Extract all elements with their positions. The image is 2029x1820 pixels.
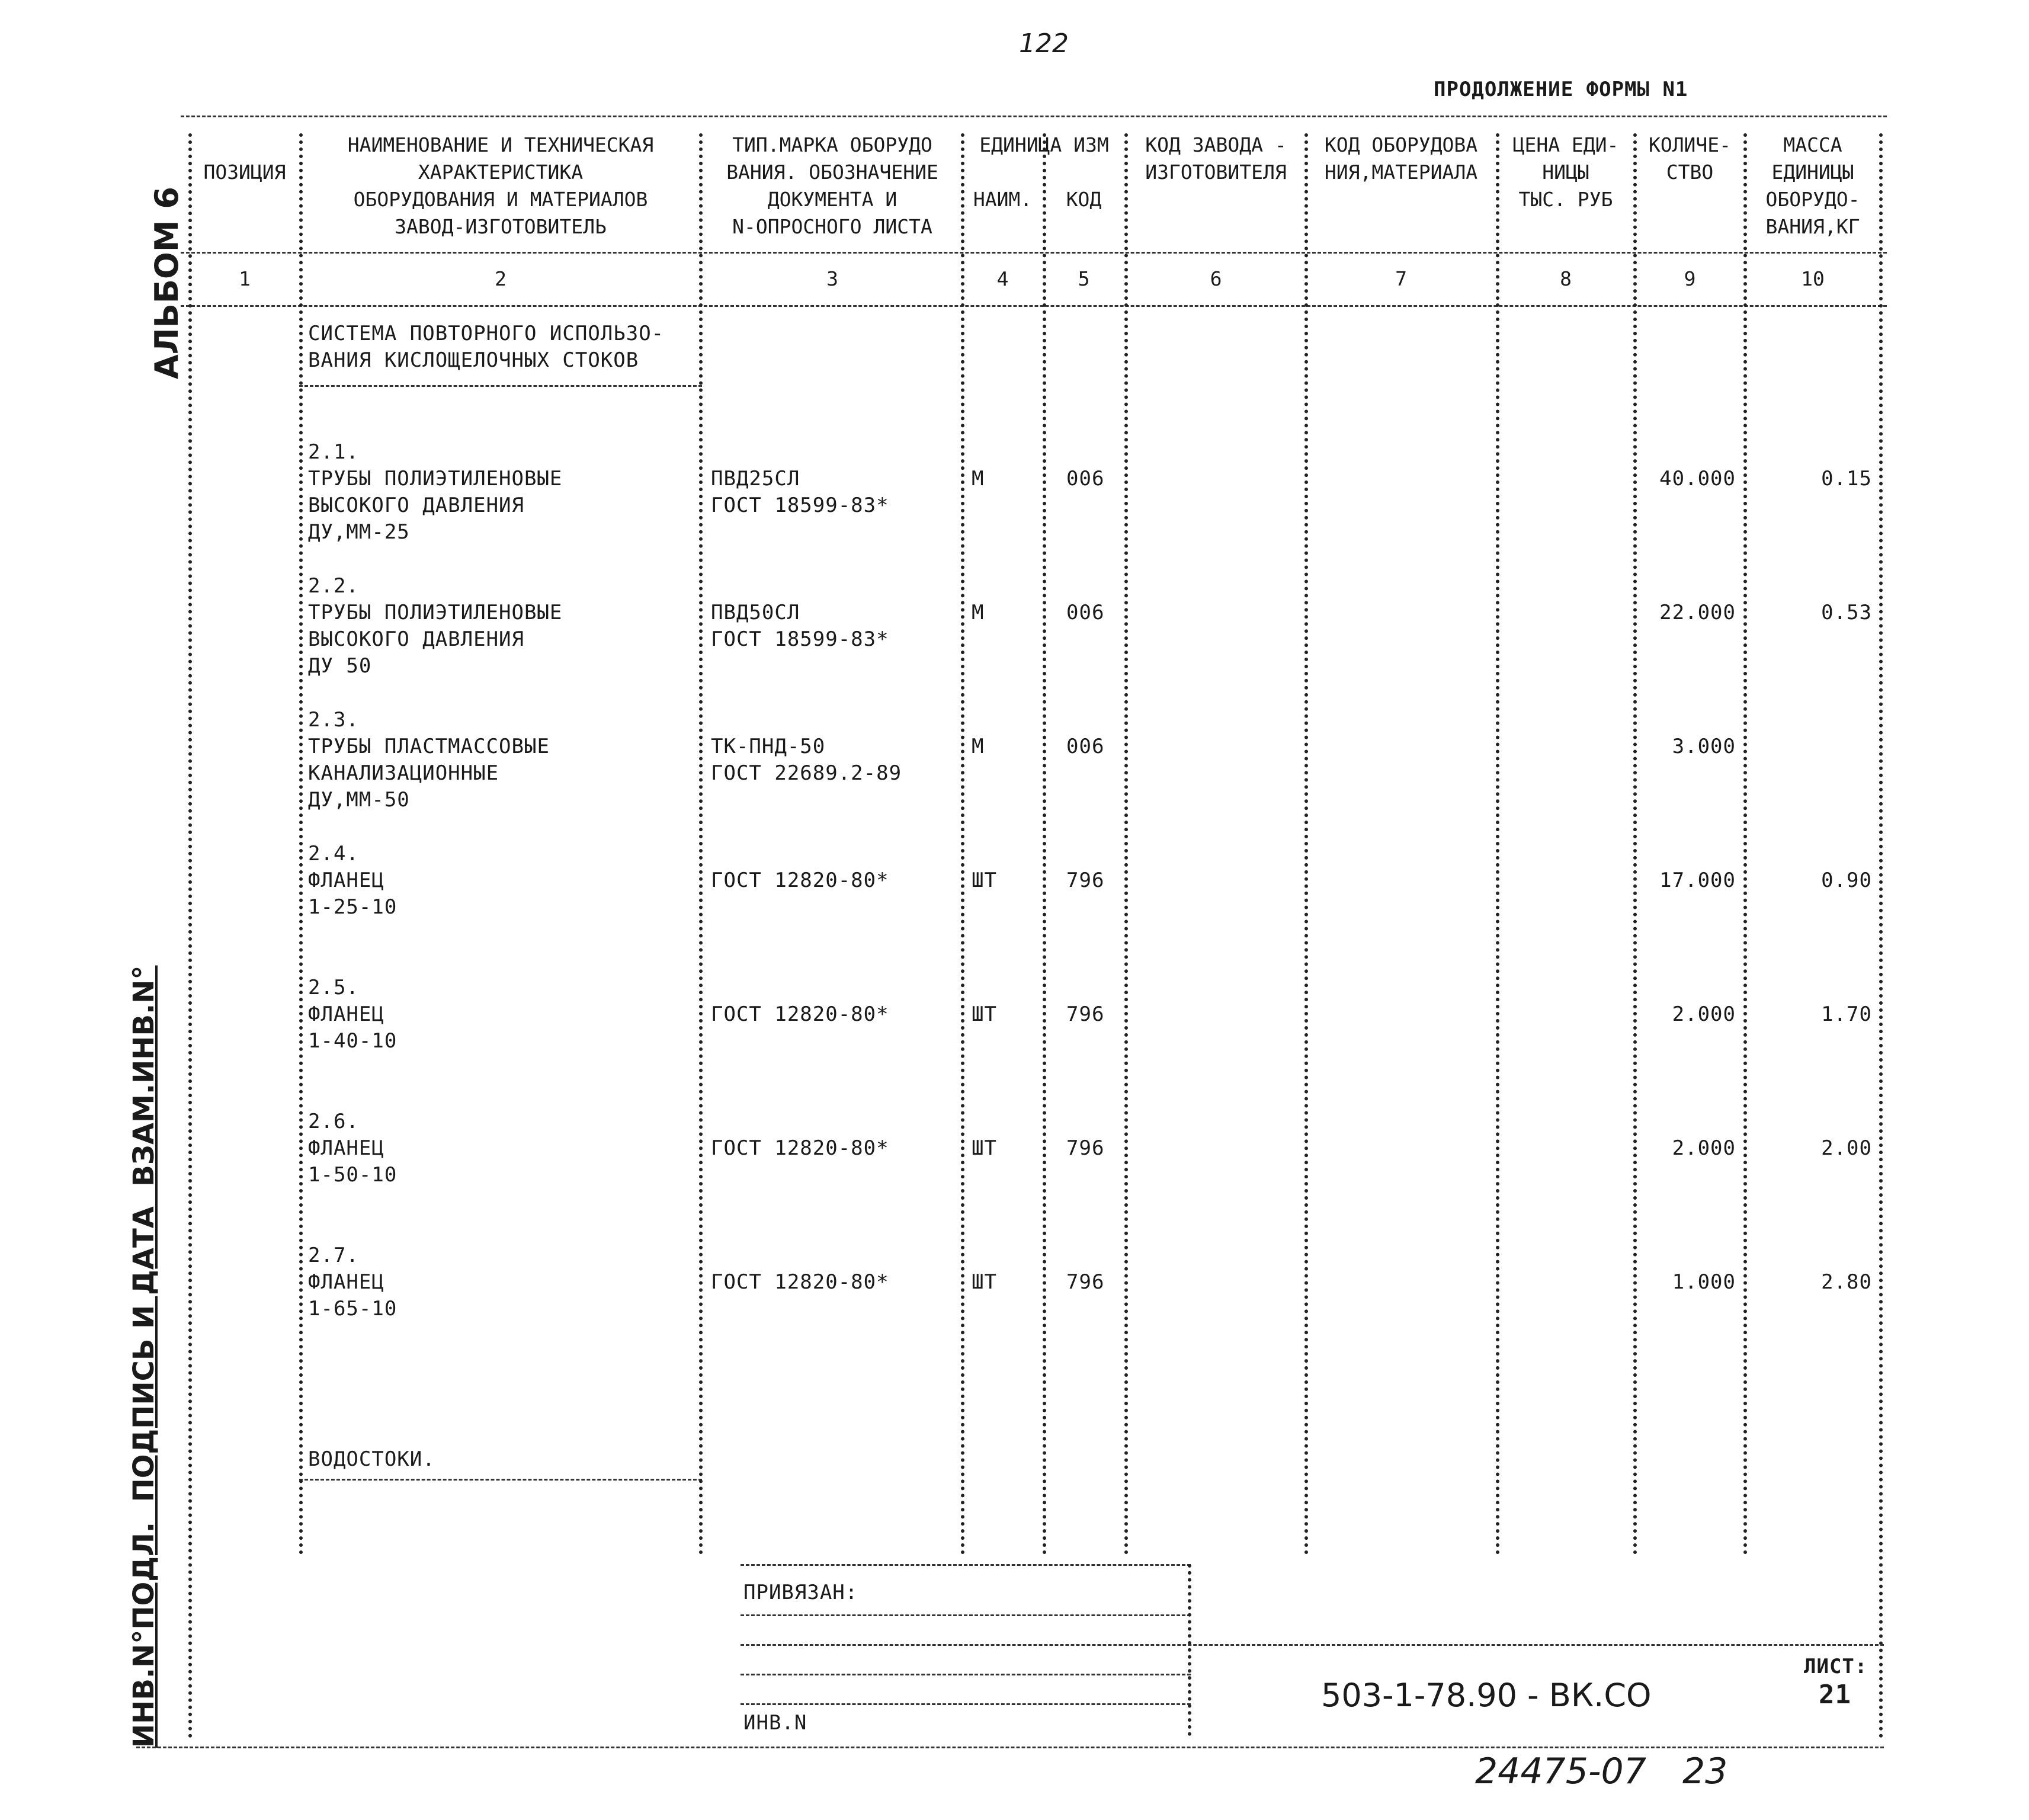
colnum-7: 7 bbox=[1395, 267, 1407, 290]
colnum-4: 4 bbox=[996, 267, 1009, 290]
sheet-number: 21 bbox=[1819, 1680, 1851, 1710]
item-position: 2.2. bbox=[308, 574, 359, 598]
col-sep-7 bbox=[1496, 133, 1499, 1555]
item-document: ТК-ПНД-50 bbox=[711, 735, 826, 758]
item-unit: М bbox=[972, 467, 985, 491]
stamp-inv-label: ИНВ.N bbox=[743, 1711, 807, 1735]
item-position: 2.6. bbox=[308, 1110, 359, 1133]
header-doc-2: ВАНИЯ. ОБОЗНАЧЕНИЕ bbox=[726, 161, 938, 184]
header-equip-code-2: НИЯ,МАТЕРИАЛА bbox=[1324, 161, 1478, 184]
header-factory-code-2: ИЗГОТОВИТЕЛЯ bbox=[1145, 161, 1287, 184]
item-quantity: 2.000 bbox=[1672, 1002, 1736, 1026]
col-sep-3 bbox=[961, 133, 964, 1555]
item-mass: 2.80 bbox=[1821, 1270, 1872, 1294]
col-sep-4 bbox=[1043, 133, 1046, 1555]
item-unit: ШТ bbox=[972, 1002, 997, 1026]
item-document: ГОСТ 12820-80* bbox=[711, 1136, 889, 1160]
item-document: ГОСТ 12820-80* bbox=[711, 1270, 889, 1294]
item-unit-code: 006 bbox=[1066, 601, 1105, 624]
item-unit-code: 006 bbox=[1066, 467, 1105, 491]
item-unit-code: 006 bbox=[1066, 735, 1105, 758]
item-unit: ШТ bbox=[972, 1270, 997, 1294]
header-name-1: НАИМЕНОВАНИЕ И ТЕХНИЧЕСКАЯ bbox=[347, 133, 654, 156]
stamp-top-rule bbox=[741, 1564, 1191, 1566]
album-label: АЛЬБОМ 6 bbox=[148, 187, 185, 379]
side-stamp: ИНВ.N°ПОДЛ. ПОДПИСЬ И ДАТА ВЗАМ.ИНВ.N° bbox=[127, 965, 161, 1748]
item-name-line: 1-50-10 bbox=[308, 1163, 398, 1187]
item-position: 2.5. bbox=[308, 976, 359, 999]
item-unit-code: 796 bbox=[1066, 1270, 1105, 1294]
item-name-line: 1-25-10 bbox=[308, 895, 398, 919]
item-name-line: ДУ,ММ-25 bbox=[308, 520, 410, 544]
header-unit-group: ЕДИНИЦА ИЗМ bbox=[979, 133, 1109, 156]
header-price-2: НИЦЫ bbox=[1542, 161, 1589, 184]
item-unit-code: 796 bbox=[1066, 869, 1105, 892]
item-unit: М bbox=[972, 601, 985, 624]
item-name-line: ВЫСОКОГО ДАВЛЕНИЯ bbox=[308, 494, 524, 517]
col-sep-2 bbox=[699, 133, 703, 1555]
colnum-8: 8 bbox=[1560, 267, 1572, 290]
col-sep-6 bbox=[1304, 133, 1308, 1555]
item-mass: 2.00 bbox=[1821, 1136, 1872, 1160]
header-factory-code-1: КОД ЗАВОДА - bbox=[1145, 133, 1287, 156]
item-name-line: ТРУБЫ ПОЛИЭТИЛЕНОВЫЕ bbox=[308, 601, 563, 624]
col-sep-1 bbox=[299, 133, 303, 1555]
item-unit: ШТ bbox=[972, 1136, 997, 1160]
col-sep-8 bbox=[1633, 133, 1637, 1555]
header-price-1: ЦЕНА ЕДИ- bbox=[1512, 133, 1619, 156]
col-sep-9 bbox=[1743, 133, 1747, 1555]
colnum-10: 10 bbox=[1801, 267, 1825, 290]
header-qty-1: КОЛИЧЕ- bbox=[1648, 133, 1732, 156]
stamp-rule-4 bbox=[741, 1674, 1191, 1675]
table-bottom-rule bbox=[136, 1747, 1884, 1748]
table-top-rule bbox=[181, 116, 1887, 117]
section-underline bbox=[299, 385, 702, 387]
section2-title: ВОДОСТОКИ. bbox=[308, 1447, 435, 1471]
item-quantity: 22.000 bbox=[1659, 601, 1736, 624]
item-quantity: 17.000 bbox=[1659, 869, 1736, 892]
item-mass: 0.90 bbox=[1821, 869, 1872, 892]
section-title-line-2: ВАНИЯ КИСЛОЩЕЛОЧНЫХ СТОКОВ bbox=[308, 348, 639, 372]
item-mass: 0.15 bbox=[1821, 467, 1872, 491]
item-name-line: КАНАЛИЗАЦИОННЫЕ bbox=[308, 761, 499, 785]
item-quantity: 2.000 bbox=[1672, 1136, 1736, 1160]
header-name-2: ХАРАКТЕРИСТИКА bbox=[418, 161, 584, 184]
colnum-6: 6 bbox=[1210, 267, 1222, 290]
item-name-line: ТРУБЫ ПЛАСТМАССОВЫЕ bbox=[308, 735, 550, 758]
header-bottom-rule bbox=[181, 252, 1887, 254]
header-equip-code-1: КОД ОБОРУДОВА bbox=[1324, 133, 1478, 156]
header-mass-2: ЕДИНИЦЫ bbox=[1771, 161, 1854, 184]
footer-number: 24475-07 bbox=[1475, 1751, 1646, 1792]
item-name-line: ФЛАНЕЦ bbox=[308, 869, 384, 892]
item-name-line: ФЛАНЕЦ bbox=[308, 1002, 384, 1026]
colnum-bottom-rule bbox=[181, 305, 1887, 307]
colnum-1: 1 bbox=[239, 267, 251, 290]
stamp-linked-label: ПРИВЯЗАН: bbox=[743, 1581, 858, 1604]
item-quantity: 40.000 bbox=[1659, 467, 1736, 491]
item-unit-code: 796 bbox=[1066, 1136, 1105, 1160]
item-name-line: ФЛАНЕЦ bbox=[308, 1136, 384, 1160]
item-quantity: 3.000 bbox=[1672, 735, 1736, 758]
item-document: ГОСТ 12820-80* bbox=[711, 869, 889, 892]
header-doc-4: N-ОПРОСНОГО ЛИСТА bbox=[732, 215, 932, 238]
col-sep-0 bbox=[188, 133, 192, 1739]
section-title-line-1: СИСТЕМА ПОВТОРНОГО ИСПОЛЬЗО- bbox=[308, 322, 665, 345]
document-code: 503-1-78.90 - ВК.СО bbox=[1321, 1677, 1652, 1714]
stamp-rule-5 bbox=[741, 1703, 1191, 1705]
header-mass-1: МАССА bbox=[1783, 133, 1842, 156]
item-document: ГОСТ 18599-83* bbox=[711, 494, 889, 517]
colnum-9: 9 bbox=[1684, 267, 1696, 290]
page-number: 122 bbox=[1019, 28, 1069, 59]
header-unit-code: КОД bbox=[1066, 188, 1102, 211]
item-position: 2.1. bbox=[308, 440, 359, 464]
header-mass-3: ОБОРУДО- bbox=[1765, 188, 1860, 211]
item-name-line: ВЫСОКОГО ДАВЛЕНИЯ bbox=[308, 627, 524, 651]
colnum-5: 5 bbox=[1078, 267, 1090, 290]
item-name-line: 1-40-10 bbox=[308, 1029, 398, 1053]
item-unit: ШТ bbox=[972, 869, 997, 892]
header-name-4: ЗАВОД-ИЗГОТОВИТЕЛЬ bbox=[395, 215, 607, 238]
item-name-line: ДУ 50 bbox=[308, 654, 372, 678]
stamp-rule-2 bbox=[741, 1614, 1191, 1616]
item-name-line: ТРУБЫ ПОЛИЭТИЛЕНОВЫЕ bbox=[308, 467, 563, 491]
colnum-3: 3 bbox=[826, 267, 838, 290]
header-name-3: ОБОРУДОВАНИЯ И МАТЕРИАЛОВ bbox=[353, 188, 648, 211]
item-document: ПВД50СЛ bbox=[711, 601, 800, 624]
item-unit-code: 796 bbox=[1066, 1002, 1105, 1026]
header-mass-4: ВАНИЯ,КГ bbox=[1765, 215, 1860, 238]
stamp-rule-3 bbox=[741, 1644, 1884, 1646]
item-position: 2.3. bbox=[308, 708, 359, 732]
col-sep-5 bbox=[1124, 133, 1128, 1555]
item-document: ГОСТ 22689.2-89 bbox=[711, 761, 902, 785]
item-position: 2.7. bbox=[308, 1244, 359, 1267]
sheet-label: ЛИСТ: bbox=[1804, 1655, 1868, 1678]
item-document: ПВД25СЛ bbox=[711, 467, 800, 491]
item-mass: 0.53 bbox=[1821, 601, 1872, 624]
continuation-title: ПРОДОЛЖЕНИЕ ФОРМЫ N1 bbox=[1434, 78, 1688, 101]
header-position: ПОЗИЦИЯ bbox=[203, 161, 286, 184]
item-quantity: 1.000 bbox=[1672, 1270, 1736, 1294]
stamp-sep-1 bbox=[1188, 1564, 1191, 1736]
item-name-line: 1-65-10 bbox=[308, 1297, 398, 1321]
footer-page: 23 bbox=[1682, 1751, 1728, 1792]
item-document: ГОСТ 12820-80* bbox=[711, 1002, 889, 1026]
header-doc-3: ДОКУМЕНТА И bbox=[767, 188, 897, 211]
item-name-line: ДУ,ММ-50 bbox=[308, 788, 410, 812]
colnum-2: 2 bbox=[495, 267, 507, 290]
header-price-3: ТЫС. РУБ bbox=[1518, 188, 1613, 211]
item-unit: М bbox=[972, 735, 985, 758]
item-mass: 1.70 bbox=[1821, 1002, 1872, 1026]
col-sep-10 bbox=[1879, 133, 1883, 1739]
item-document: ГОСТ 18599-83* bbox=[711, 627, 889, 651]
section2-underline bbox=[299, 1479, 702, 1481]
header-unit-name: НАИМ. bbox=[973, 188, 1033, 211]
header-doc-1: ТИП.МАРКА ОБОРУДО bbox=[732, 133, 932, 156]
item-name-line: ФЛАНЕЦ bbox=[308, 1270, 384, 1294]
header-qty-2: СТВО bbox=[1666, 161, 1714, 184]
item-position: 2.4. bbox=[308, 842, 359, 866]
